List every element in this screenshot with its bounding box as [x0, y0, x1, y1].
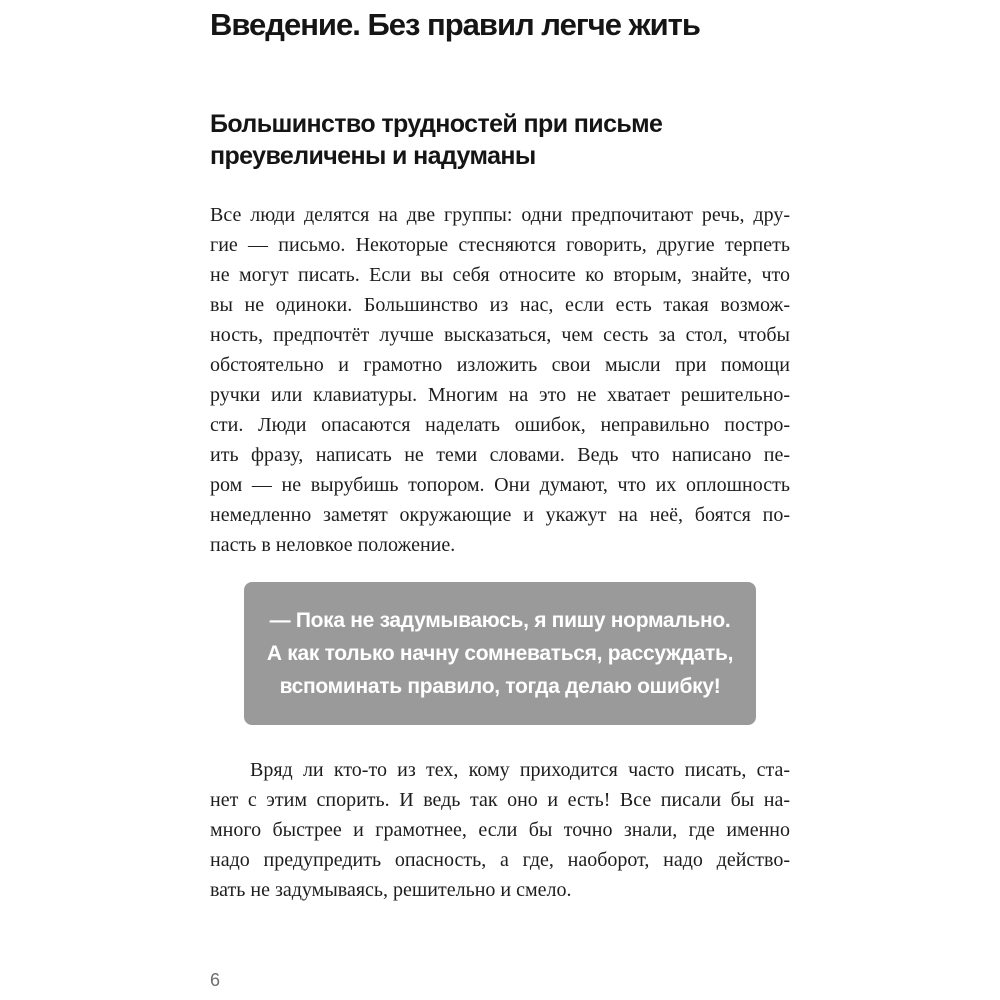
text-line: Большинство трудностей при письме — [210, 110, 663, 138]
text-line: ить фразу, написать не теми словами. Ведь что написано пе- — [210, 444, 790, 466]
text-line: пасть в неловкое положение. — [210, 534, 456, 556]
text-line: вать не задумываясь, решительно и смело. — [210, 879, 572, 901]
text-line: много быстрее и грамотнее, если бы точно знали, где именно — [210, 819, 790, 841]
text-line: гие — письмо. Некоторые стесняются говорить, другие терпеть — [210, 234, 790, 256]
text-line: ность, предпочтёт лучше высказаться, чем сесть за стол, чтобы — [210, 324, 790, 346]
text-line: ром — не вырубишь топором. Они думают, что их оплошность — [210, 474, 790, 496]
text-line: вспоминать правило, тогда делаю ошибку! — [279, 675, 721, 698]
text-line: — Пока не задумываюсь, я пишу нормально. — [269, 609, 731, 632]
text-line: Все люди делятся на две группы: одни предпочитают речь, дру- — [210, 204, 790, 226]
text-line: обстоятельно и грамотно изложить свои мысли при помощи — [210, 354, 790, 376]
text-line: немедленно заметят окружающие и укажут на неё, боятся по- — [210, 504, 790, 526]
chapter-title: Введение. Без правил легче жить — [210, 7, 700, 42]
text-line: нет с этим спорить. И ведь так оно и есть! Все писали бы на- — [210, 789, 790, 811]
page-number: 6 — [210, 970, 221, 990]
text-line: сти. Люди опасаются наделать ошибок, неправильно постро- — [210, 414, 790, 436]
callout-quote-box — [244, 582, 756, 725]
text-line: вы не одиноки. Большинство из нас, если есть такая возмож- — [210, 294, 790, 316]
text-line: ручки или клавиатуры. Многим на это не хватает решительно- — [210, 384, 790, 406]
paragraph-followup — [210, 755, 790, 905]
section-heading — [210, 108, 790, 172]
paragraph-intro — [210, 200, 790, 560]
text-line: А как только начну сомневаться, рассуждать, — [266, 642, 734, 665]
text-line: надо предупредить опасность, а где, наоборот, надо действо- — [210, 849, 790, 871]
text-column — [210, 0, 790, 905]
text-line: не могут писать. Если вы себя относите ко вторым, знайте, что — [210, 264, 790, 286]
text-line: Вряд ли кто-то из тех, кому приходится часто писать, ста- — [250, 759, 790, 781]
text-line: преувеличены и надуманы — [210, 142, 536, 170]
